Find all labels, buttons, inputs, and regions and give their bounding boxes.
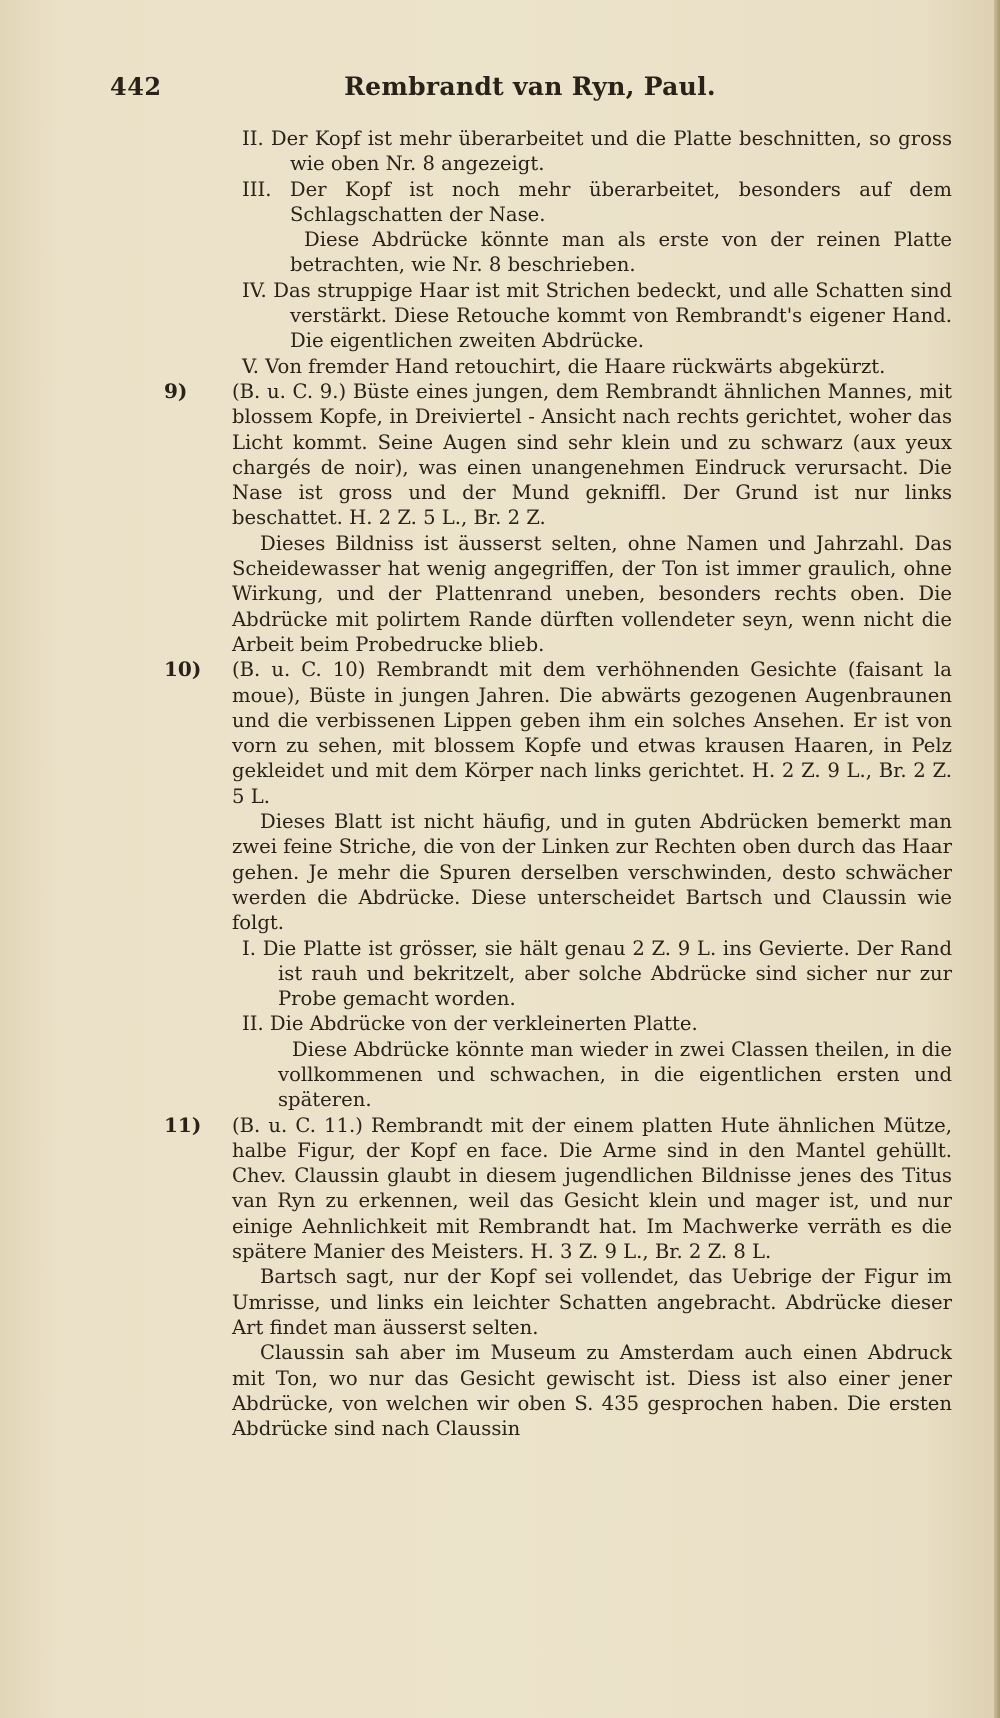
page-number: 442 xyxy=(110,72,162,101)
state-i: I. Die Platte ist grösser, sie hält genau 2 Z. 9 L. ins Gevierte. Der Rand ist rauh und bekritzelt, aber solche Abdrücke sind sicher nur zur Probe gemacht worden. xyxy=(242,936,952,1011)
page-header xyxy=(110,72,950,112)
catalog-entry-10 xyxy=(164,657,952,1112)
running-head: Rembrandt van Ryn, Paul. xyxy=(344,72,716,101)
state-iv: IV. Das struppige Haar ist mit Strichen bedeckt, und alle Schatten sind verstärkt. Diese Retouche kommt von Rembrandt's eigener Hand. Die eigentlichen zweiten Abdrücke. xyxy=(242,278,952,353)
entry-number: 11) xyxy=(164,1112,202,1137)
state-ii-note: Diese Abdrücke könnte man wieder in zwei Classen theilen, in die vollkommenen und schwachen, in die eigentlichen ersten und späteren. xyxy=(278,1037,952,1112)
entry-number: 9) xyxy=(164,378,188,403)
page-body xyxy=(164,126,952,1441)
page-edge xyxy=(994,0,1000,1718)
entry-description: (B. u. C. 11.) Rembrandt mit der einem platten Hute ähnlichen Mütze, halbe Figur, der Kopf en face. Die Arme sind in den Mantel gehüllt. Chev. Claussin glaubt in diesem jugendlichen Bildnisse jenes des Titus van Ryn zu erkennen, weil das Gesicht klein und mager ist, und nur einige Aehnlichkeit mit Rembrandt hat. Im Machwerke verräth es die spätere Manier des Meisters. H. 3 Z. 9 L., Br. 2 Z. 8 L. xyxy=(232,1113,952,1264)
state-iii: III. Der Kopf ist noch mehr überarbeitet, besonders auf dem Schlagschatten der Nase. xyxy=(242,177,952,226)
entry-commentary-bartsch: Bartsch sagt, nur der Kopf sei vollendet, das Uebrige der Figur im Umrisse, und links ein leichter Schatten angebracht. Abdrücke dieser Art findet man äusserst selten. xyxy=(232,1265,952,1339)
entry-commentary: Dieses Blatt ist nicht häufig, und in guten Abdrücken bemerkt man zwei feine Striche, die von der Linken zur Rechten oben durch das Haar gehen. Je mehr die Spuren derselben verschwinden, desto schwächer werden die Abdrücke. Diese unterscheidet Bartsch und Claussin wie folgt. xyxy=(232,810,952,935)
state-v: V. Von fremder Hand retouchirt, die Haare rückwärts abgekürzt. xyxy=(242,354,886,378)
state-iii-note: Diese Abdrücke könnte man als erste von der reinen Platte betrachten, wie Nr. 8 beschrieben. xyxy=(290,228,952,277)
catalog-entry-9 xyxy=(164,378,952,657)
entry-description: (B. u. C. 10) Rembrandt mit dem verhöhnenden Gesichte (faisant la moue), Büste in jungen Jahren. Die abwärts gezogenen Augenbraunen und die verbissenen Lippen geben ihm ein solches Ansehen. Er ist von vorn zu sehen, mit blossem Kopfe und etwas krausen Haaren, in Pelz gekleidet und mit dem Körper nach links gerichtet. H. 2 Z. 9 L., Br. 2 Z. 5 L. xyxy=(232,658,952,808)
entry-commentary-claussin: Claussin sah aber im Museum zu Amsterdam auch einen Abdruck mit Ton, wo nur das Gesicht gewischt ist. Diess ist also einer jener Abdrücke, von welchen wir oben S. 435 gesprochen haben. Die ersten Abdrücke sind nach Claussin xyxy=(232,1341,952,1441)
entry-number: 10) xyxy=(164,657,202,682)
entry-commentary: Dieses Bildniss ist äusserst selten, ohne Namen und Jahrzahl. Das Scheidewasser hat wenig angegriffen, der Ton ist immer graulich, ohne Wirkung, und der Plattenrand uneben, besonders rechts oben. Die Abdrücke mit polirtem Rande dürften vollendeter seyn, wenn nicht die Arbeit beim Probedrucke blieb. xyxy=(232,531,952,656)
state-ii: II. Der Kopf ist mehr überarbeitet und die Platte beschnitten, so gross wie oben Nr. 8 angezeigt. xyxy=(242,127,952,176)
state-ii: II. Die Abdrücke von der verkleinerten Platte. xyxy=(242,1012,698,1036)
entry-description: (B. u. C. 9.) Büste eines jungen, dem Rembrandt ähnlichen Mannes, mit blossem Kopfe, in Dreiviertel - Ansicht nach rechts gerichtet, woher das Licht kommt. Seine Augen sind sehr klein und zu schwarz (aux yeux chargés de noir), was einen unangenehmen Eindruck verursacht. Die Nase ist gross und der Mund gekniffl. Der Grund ist nur links beschattet. H. 2 Z. 5 L., Br. 2 Z. xyxy=(232,379,952,530)
catalog-entry-11 xyxy=(164,1112,952,1442)
